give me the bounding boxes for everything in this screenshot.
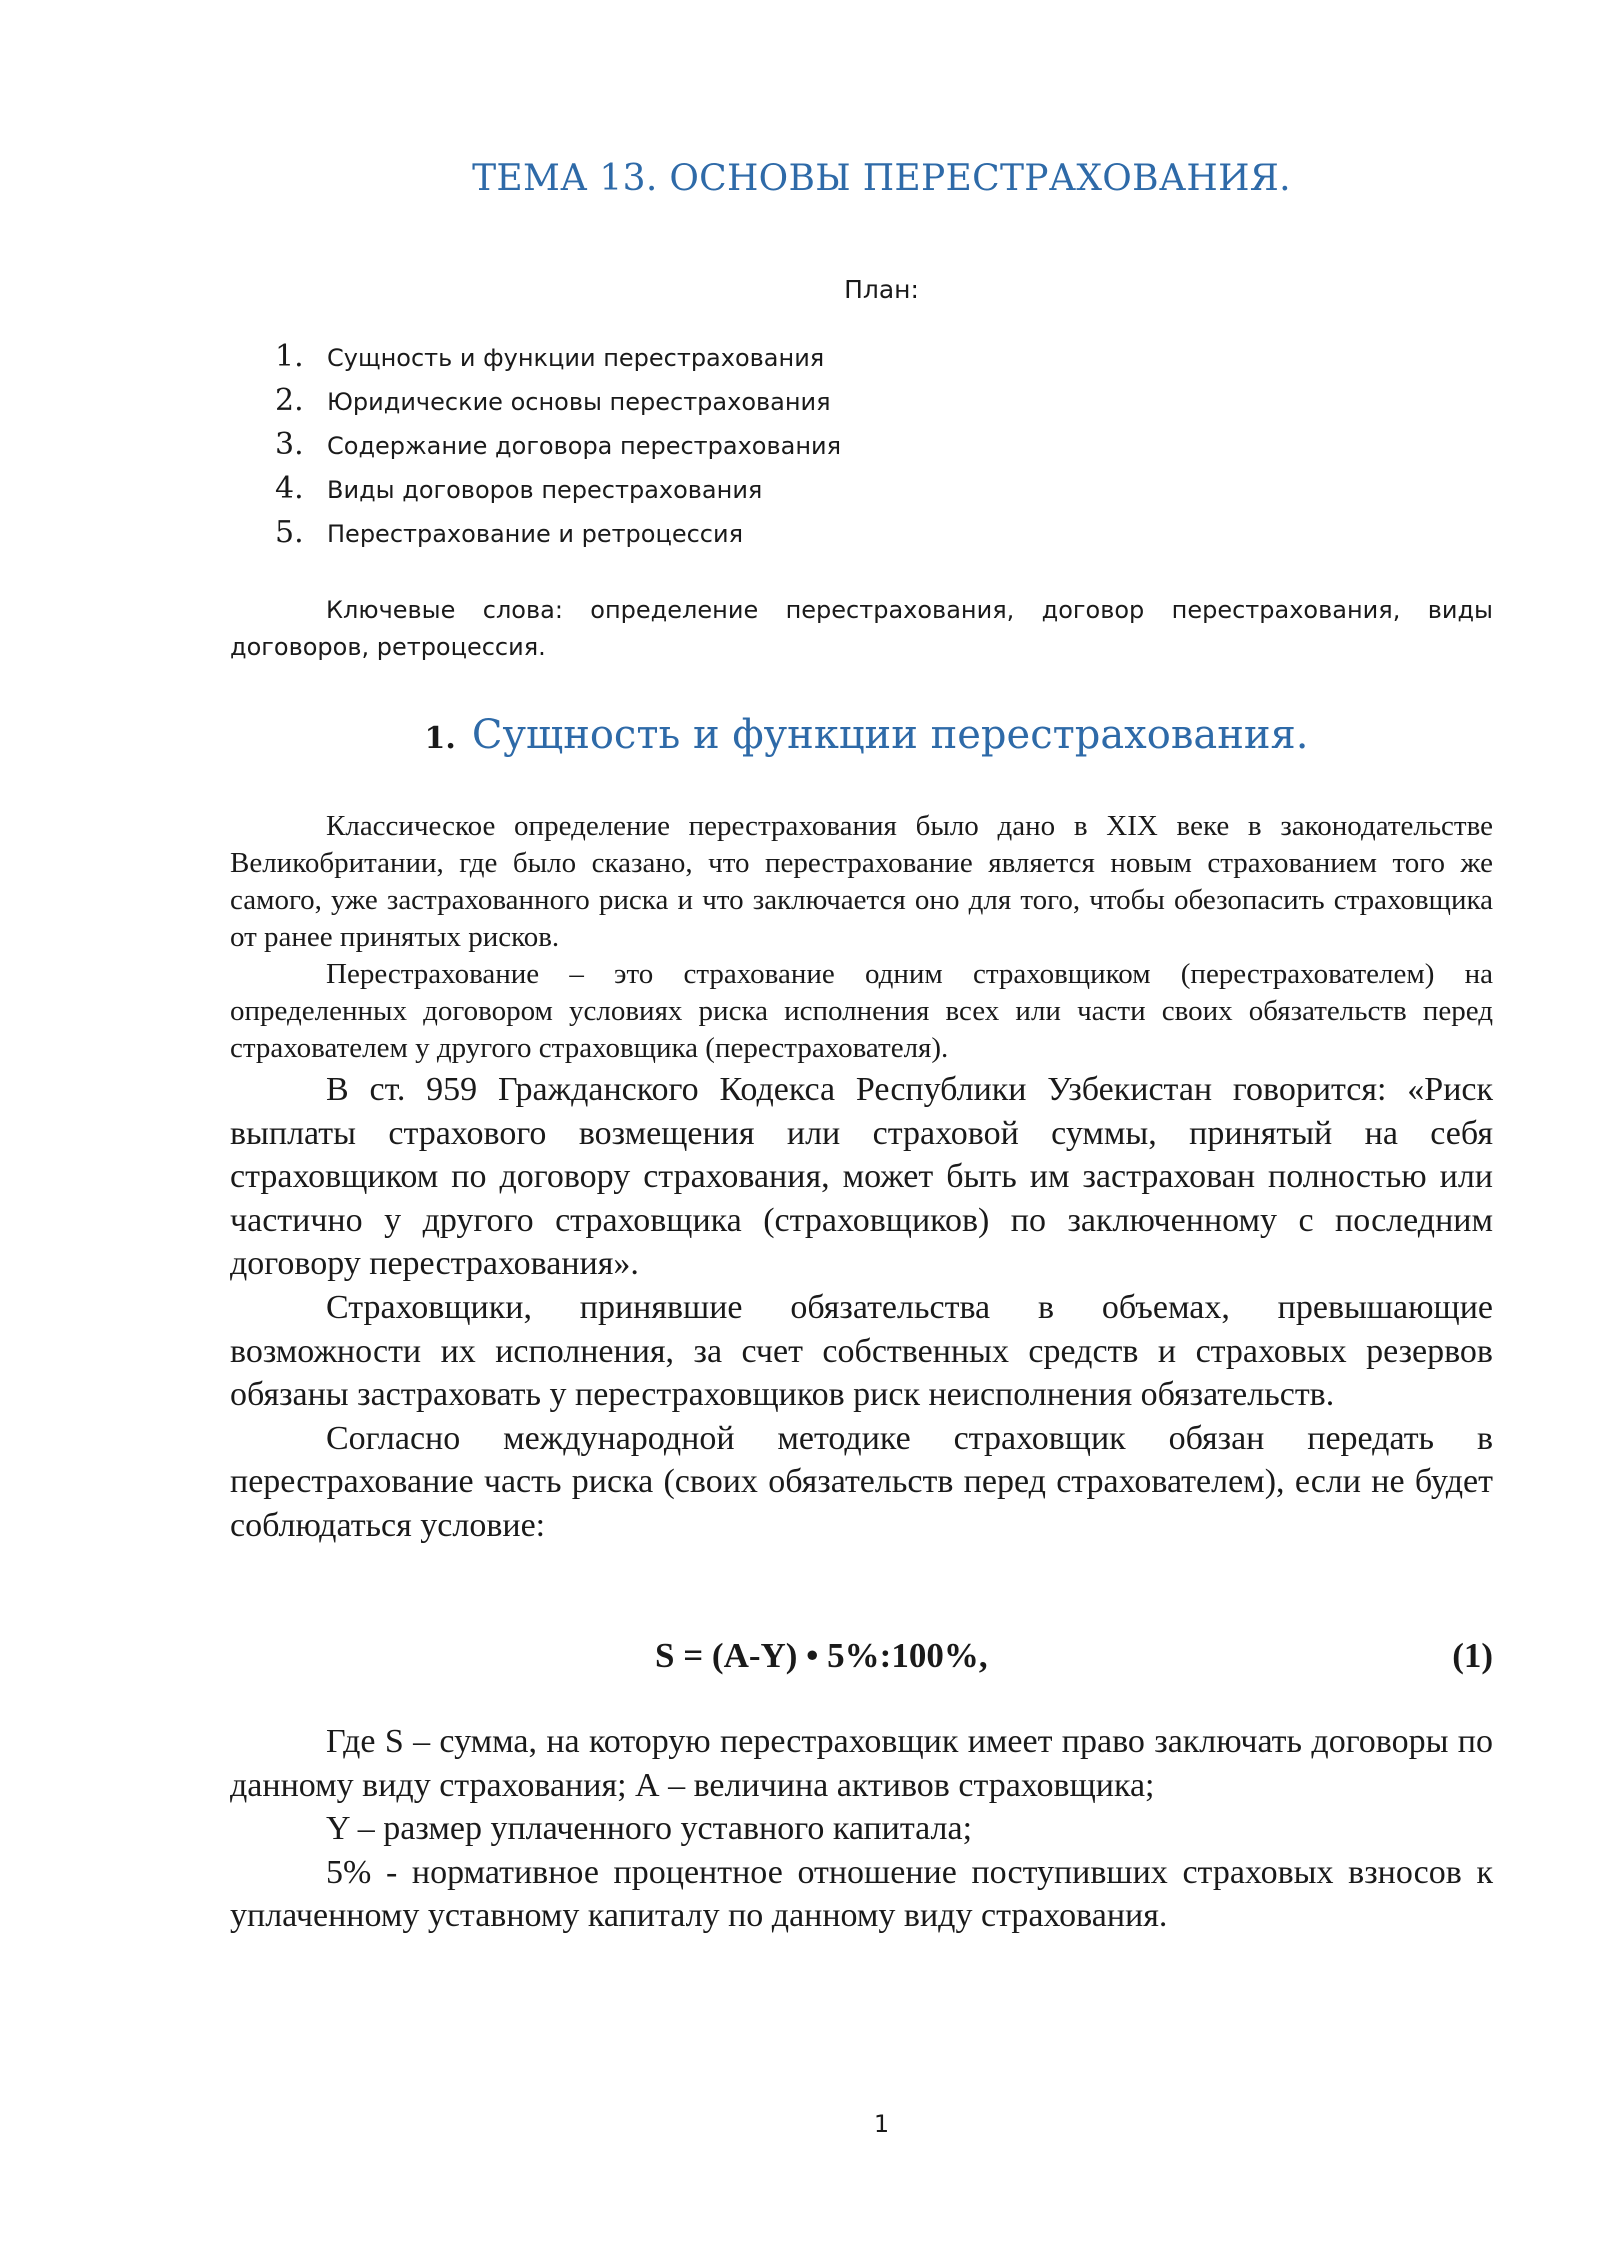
keywords-paragraph: Ключевые слова: определение перестрахования, договор перестрахования, виды договоров, ретроцессия. — [230, 596, 1493, 661]
plan-item-text: Юридические основы перестрахования — [327, 388, 831, 416]
plan-item — [275, 335, 841, 379]
plan-item-text: Сущность и функции перестрахования — [327, 344, 825, 372]
plan-item-number: 3. — [275, 427, 304, 462]
plan-item-text: Перестрахование и ретроцессия — [327, 520, 744, 548]
page-number: 1 — [873, 2110, 890, 2138]
paragraph: Страховщики, принявшие обязательства в объемах, превышающие возможности их исполнения, за счет собственных средств и страховых резервов обязаны застраховать у перестраховщиков риск неисполнения обязательств. — [230, 1288, 1493, 1414]
plan-item — [275, 423, 841, 467]
plan-item-number: 1. — [275, 339, 304, 374]
body-text-after-formula — [230, 1720, 1493, 1938]
plan-label: План: — [844, 275, 919, 304]
paragraph: 5% - нормативное процентное отношение поступивших страховых взносов к уплаченному уставному капиталу по данному виду страхования. — [230, 1853, 1493, 1935]
plan-item — [275, 467, 841, 511]
plan-item-number: 5. — [275, 515, 304, 550]
document-title: ТЕМА 13. ОСНОВЫ ПЕРЕСТРАХОВАНИЯ. — [472, 158, 1291, 199]
paragraph: Согласно международной методике страховщик обязан передать в перестрахование часть риска (своих обязательств перед страхователем), если не будет соблюдаться условие: — [230, 1419, 1493, 1544]
formula-expression: S = (A-Y) • 5%:100%, — [655, 1636, 988, 1675]
plan-item-number: 4. — [275, 471, 304, 506]
paragraph: В ст. 959 Гражданского Кодекса Республики Узбекистан говорится: «Риск выплаты страхового возмещения или страховой суммы, принятый на себя страховщиком по договору страхования, может быть им застрахован полностью или частично у другого страховщика (страховщиков) по заключенному с последним договору перестрахования». — [230, 1071, 1493, 1283]
body-text-small — [230, 808, 1493, 1067]
paragraph: Классическое определение перестрахования было дано в XIX веке в законодательстве Великобритании, где было сказано, что перестрахование является новым страхованием того же самого, уже застрахованного риска и что заключается оно для того, чтобы обезопасить страховщика от ранее принятых рисков. — [230, 810, 1493, 953]
paragraph: Где S – сумма, на которую перестраховщик имеет право заключать договоры по данному виду страхования; А – величина активов страховщика; — [230, 1723, 1493, 1804]
paragraph: Y – размер уплаченного уставного капитала; — [326, 1810, 973, 1848]
section-title: Сущность и функции перестрахования. — [471, 712, 1309, 758]
body-text-large — [230, 1068, 1493, 1548]
plan-item-text: Содержание договора перестрахования — [327, 432, 842, 460]
section-number: 1. — [424, 721, 456, 756]
plan-list — [275, 335, 841, 555]
plan-item — [275, 511, 841, 555]
plan-item-number: 2. — [275, 383, 304, 418]
plan-item-text: Виды договоров перестрахования — [327, 476, 763, 504]
section-heading — [230, 712, 1493, 758]
formula-number: (1) — [1452, 1636, 1493, 1675]
plan-item — [275, 379, 841, 423]
paragraph: Перестрахование – это страхование одним страховщиком (перестрахователем) на определенных договором условиях риска исполнения всех или части своих обязательств перед страхователем у другого страховщика (перестрахователя). — [230, 958, 1493, 1064]
